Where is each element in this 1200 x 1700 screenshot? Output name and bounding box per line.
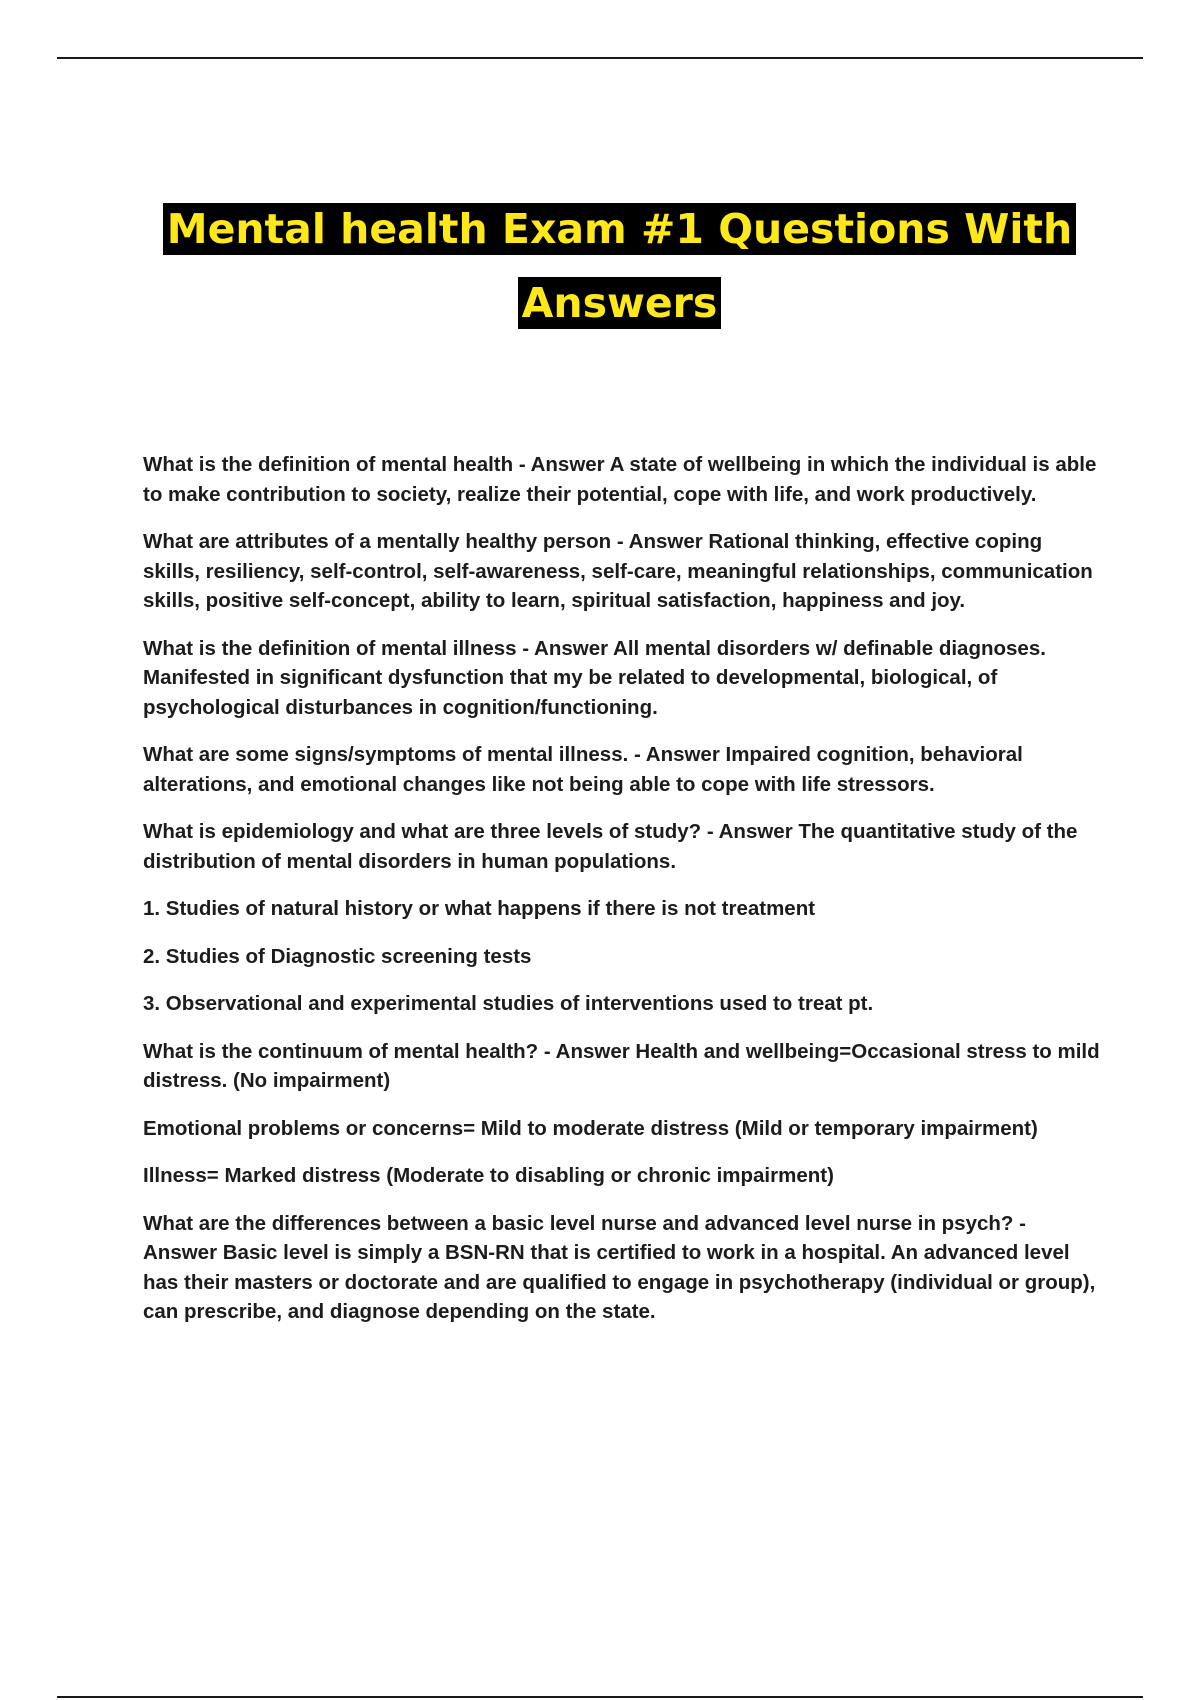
- paragraph-11: Illness= Marked distress (Moderate to disabling or chronic impairment): [143, 1164, 834, 1187]
- paragraph-5: What is epidemiology and what are three levels of study? - Answer The quantitative study of the distribution of mental disorders in human populations.: [143, 820, 1078, 873]
- paragraph-8: 3. Observational and experimental studies of interventions used to treat pt.: [143, 992, 874, 1015]
- paragraph-1: What is the definition of mental health - Answer A state of wellbeing in which the individual is able to make contribution to society, realize their potential, cope with life, and work productively.: [143, 453, 1097, 506]
- paragraph-9: What is the continuum of mental health? - Answer Health and wellbeing=Occasional stress to mild distress. (No impairment): [143, 1039, 1100, 1092]
- page-title-text: Mental health Exam #1 Questions With Answers: [163, 203, 1076, 329]
- paragraph-3: What is the definition of mental illness - Answer All mental disorders w/ definable diagnoses. Manifested in significant dysfunction that my be related to developmental, biological, of psychological disturbances in cognition/functioning.: [143, 636, 1046, 719]
- paragraph-12: What are the differences between a basic level nurse and advanced level nurse in psych? - Answer Basic level is simply a BSN-RN that is certified to work in a hospital. An advanced level has their masters or doctorate and are qualified to engage in psychotherapy (individual or group), can prescribe, and diagnose depending on the state.: [143, 1211, 1096, 1323]
- top-rule: [57, 57, 1143, 59]
- paragraph-4: What are some signs/symptoms of mental illness. - Answer Impaired cognition, behavioral alterations, and emotional changes like not being able to cope with life stressors.: [143, 743, 1023, 796]
- paragraph-6: 1. Studies of natural history or what happens if there is not treatment: [143, 897, 816, 920]
- paragraph-7: 2. Studies of Diagnostic screening tests: [143, 944, 532, 968]
- qa-content: [143, 450, 1103, 1345]
- bottom-rule: [57, 1696, 1143, 1698]
- paragraph-10: Emotional problems or concerns= Mild to moderate distress (Mild or temporary impairment): [143, 1116, 1038, 1140]
- page-title: [148, 192, 1091, 340]
- paragraph-2: What are attributes of a mentally healthy person - Answer Rational thinking, effective coping skills, resiliency, self-control, self-awareness, self-care, meaningful relationships, communication skills, positive self-concept, ability to learn, spiritual satisfaction, happiness and joy.: [143, 530, 1093, 612]
